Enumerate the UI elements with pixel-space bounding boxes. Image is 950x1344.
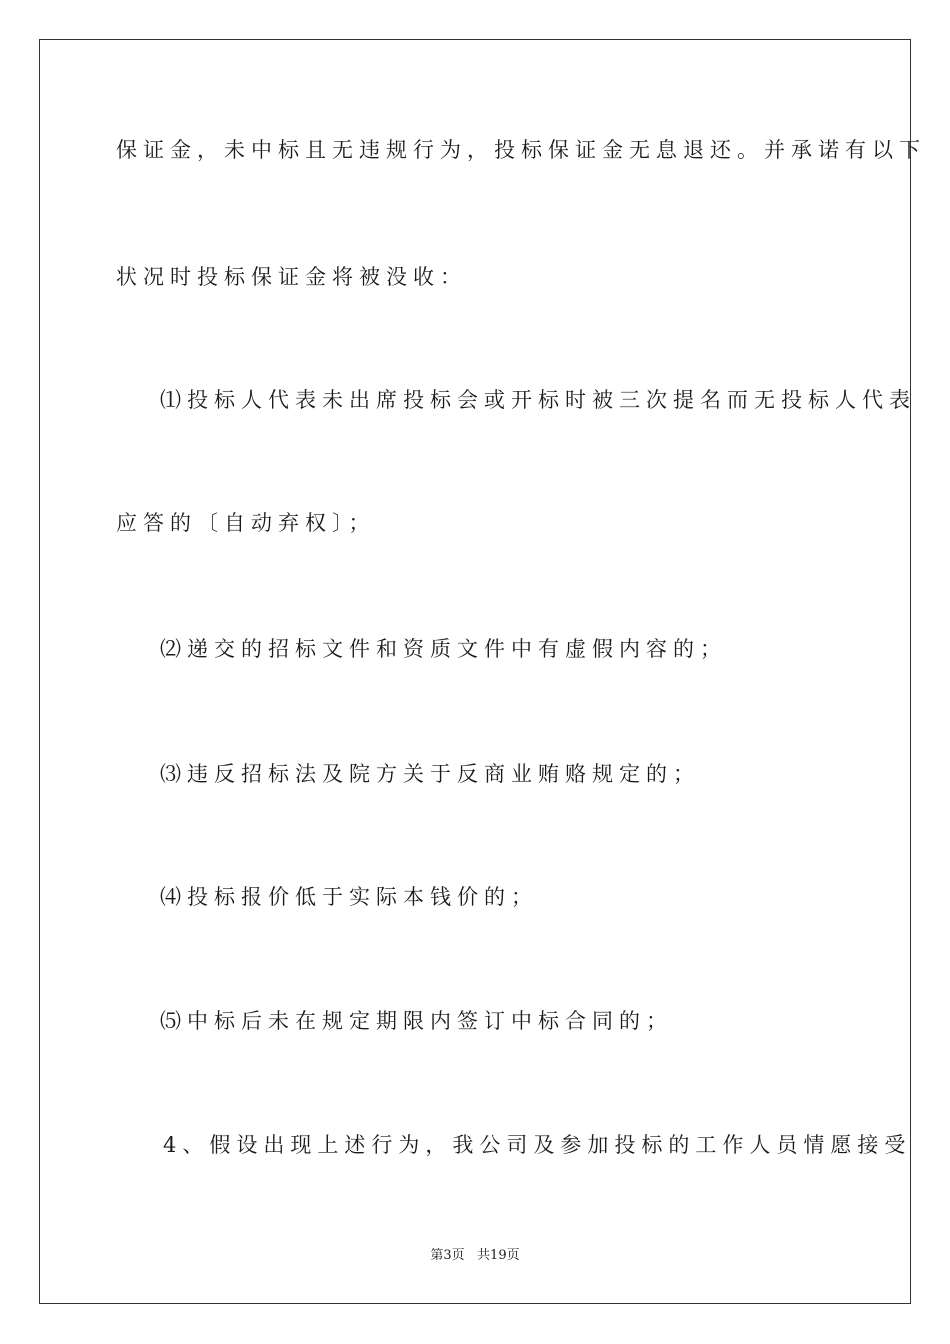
body-line-8: ⑸中标后未在规定期限内签订中标合同的； xyxy=(160,1009,673,1033)
body-line-5: ⑵递交的招标文件和资质文件中有虚假内容的； xyxy=(160,637,727,661)
page-footer: 第3页 共19页 xyxy=(430,1248,520,1263)
body-line-4: 应答的〔自动弃权〕； xyxy=(116,511,376,535)
body-line-7: ⑷投标报价低于实际本钱价的； xyxy=(160,885,538,909)
page-border xyxy=(39,39,911,1304)
body-line-9: 4、假设出现上述行为，我公司及参加投标的工作人员情愿接受 xyxy=(163,1133,912,1157)
body-line-1: 保证金，未中标且无违规行为，投标保证金无息退还。并承诺有以下 xyxy=(116,138,926,162)
body-line-3: ⑴投标人代表未出席投标会或开标时被三次提名而无投标人代表 xyxy=(160,388,916,412)
body-line-2: 状况时投标保证金将被没收： xyxy=(116,265,467,289)
body-line-6: ⑶违反招标法及院方关于反商业贿赂规定的； xyxy=(160,762,700,786)
